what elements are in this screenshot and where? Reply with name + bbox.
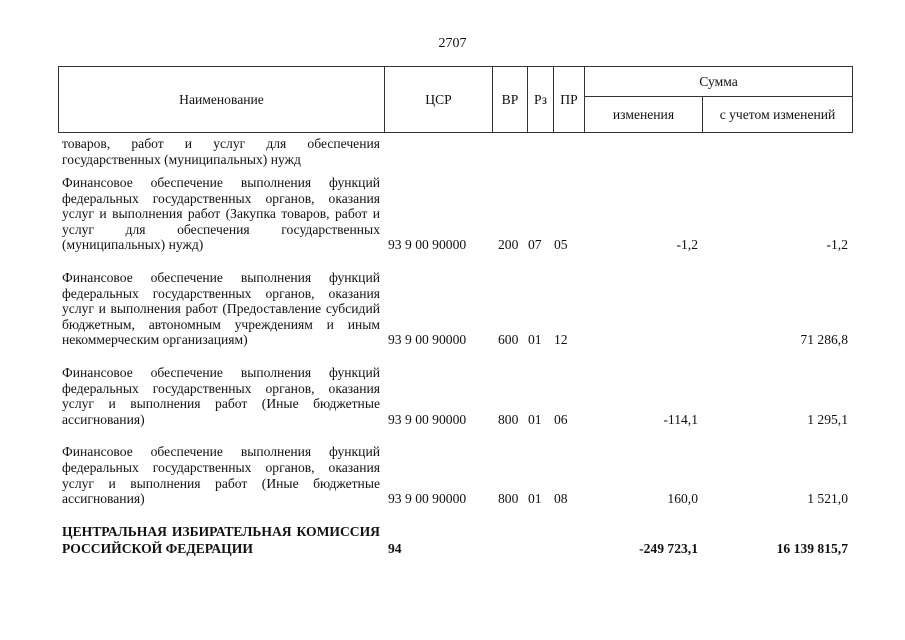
row-name: Финансовое обеспечение выполнения функций федеральных государственных органов, оказания услуг и выполнения работ (Иные бюджетные ассигнования): [62, 444, 380, 507]
row-total: -1,2: [826, 237, 848, 253]
row-change: 160,0: [667, 491, 698, 507]
row-pr: 12: [554, 332, 568, 348]
row-total: 71 286,8: [800, 332, 848, 348]
header-rz: Рз: [528, 67, 554, 133]
row-name: ЦЕНТРАЛЬНАЯ ИЗБИРАТЕЛЬНАЯ КОМИССИЯ РОССИЙСКОЙ ФЕДЕРАЦИИ: [62, 523, 380, 556]
row-vr: 800: [498, 491, 519, 507]
row-vr: 800: [498, 411, 519, 427]
row-vr: 200: [498, 237, 519, 253]
row-rz: 07: [528, 237, 542, 253]
row-csr: 93 9 00 90000: [388, 411, 467, 427]
row-change: -249 723,1: [639, 540, 698, 556]
row-csr: 93 9 00 90000: [388, 237, 467, 253]
header-csr: ЦСР: [385, 67, 493, 133]
row-pr: 05: [554, 237, 568, 253]
row-name: Финансовое обеспечение выполнения функций федеральных государственных органов, оказания услуг и выполнения работ (Иные бюджетные ассигнования): [62, 364, 380, 427]
table-body: [58, 136, 853, 557]
table-header: [58, 66, 853, 133]
header-pr: ПР: [554, 67, 585, 133]
row-total: 1 521,0: [807, 491, 848, 507]
row-pr: 08: [554, 491, 568, 507]
row-name: Финансовое обеспечение выполнения функций федеральных государственных органов, оказания услуг и выполнения работ (Предоставление субсидий бюджетным, автономным учреждениям и иным некоммерческим организациям): [62, 269, 380, 348]
row-name: Финансовое обеспечение выполнения функций федеральных государственных органов, оказания услуг и выполнения работ (Закупка товаров, работ и услуг для обеспечения государственных (муниципальных) нужд): [62, 175, 380, 253]
row-csr: 94: [388, 540, 402, 556]
table-row: [58, 270, 853, 348]
row-name: товаров, работ и услуг для обеспечения государственных (муниципальных) нужд: [62, 136, 380, 167]
table-row: [58, 136, 853, 172]
table-row: [58, 444, 853, 506]
row-total: 16 139 815,7: [776, 540, 848, 556]
table-row: [58, 175, 853, 253]
row-rz: 01: [528, 411, 542, 427]
row-csr: 93 9 00 90000: [388, 332, 467, 348]
page-number: 2707: [438, 36, 467, 51]
row-change: -114,1: [663, 411, 698, 427]
header-with-change: с учетом изменений: [703, 97, 853, 133]
row-rz: 01: [528, 332, 542, 348]
row-rz: 01: [528, 491, 542, 507]
row-total: 1 295,1: [807, 411, 848, 427]
header-change: изменения: [585, 97, 703, 133]
row-vr: 600: [498, 332, 519, 348]
table-row: [58, 365, 853, 427]
row-change: -1,2: [676, 237, 698, 253]
header-name: Наименование: [59, 67, 385, 133]
header-sum: Сумма: [585, 67, 853, 97]
table-row-total: [58, 523, 853, 557]
row-pr: 06: [554, 411, 568, 427]
header-vr: ВР: [493, 67, 528, 133]
row-csr: 93 9 00 90000: [388, 491, 467, 507]
